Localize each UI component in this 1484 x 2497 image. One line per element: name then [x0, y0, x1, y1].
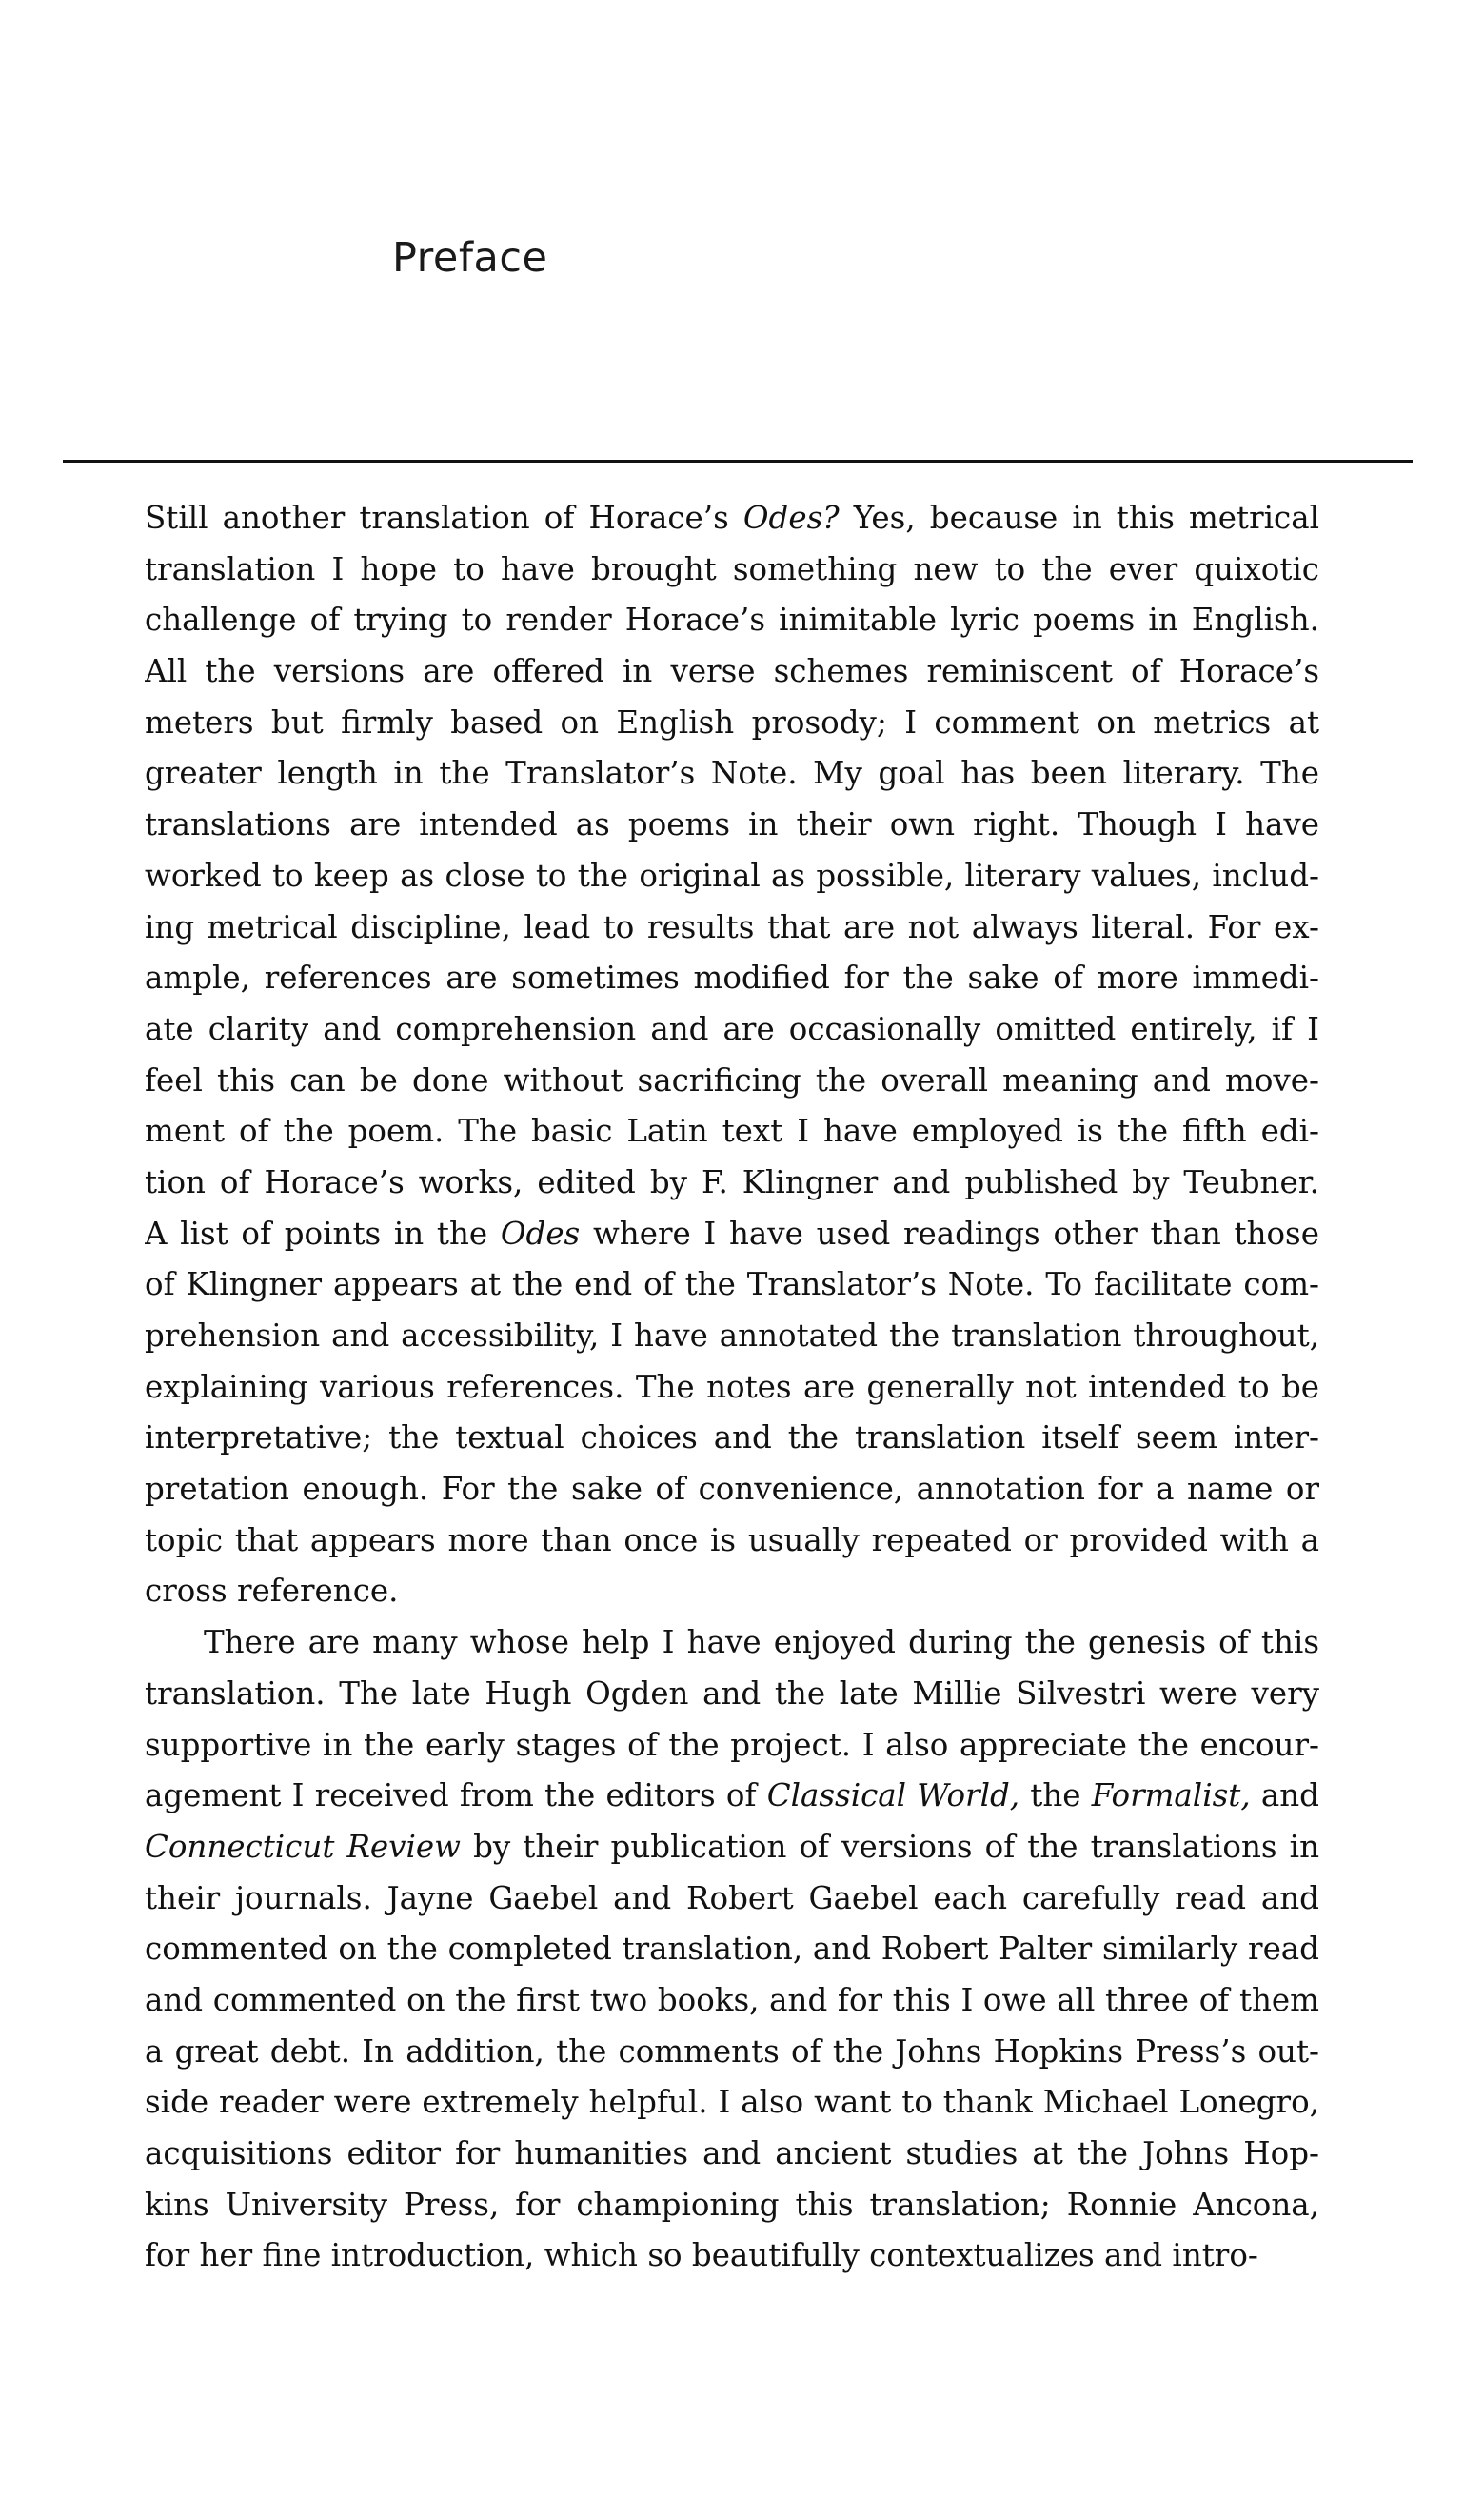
- italic-title: Connecticut Review: [145, 1828, 461, 1865]
- text-line: supportive in the early stages of the project. I also appreciate the encour-: [145, 1726, 1319, 1763]
- text-line: feel this can be done without sacrificing the overall meaning and move-: [145, 1061, 1319, 1099]
- text-line: prehension and accessibility, I have annotated the translation throughout,: [145, 1318, 1319, 1354]
- italic-title: Odes: [500, 1215, 581, 1252]
- text-line: ment of the poem. The basic Latin text I have employed is the fifth edi-: [145, 1113, 1319, 1150]
- chapter-heading: Preface: [392, 234, 548, 282]
- text-line: topic that appears more than once is usually repeated or provided with a: [145, 1521, 1319, 1558]
- text-line: side reader were extremely helpful. I also want to thank Michael Lonegro,: [145, 2084, 1319, 2121]
- text-line: All the versions are offered in verse schemes reminiscent of Horace’s: [145, 653, 1319, 690]
- text-line: ing metrical discipline, lead to results that are not always literal. For ex-: [145, 908, 1319, 945]
- text-line: translations are intended as poems in their own right. Though I have: [145, 806, 1319, 843]
- text-line: Still another translation of Horace’s Odes? Yes, because in this metrical: [145, 500, 1319, 536]
- text-line: acquisitions editor for humanities and ancient studies at the Johns Hop-: [145, 2135, 1319, 2171]
- text-line: a great debt. In addition, the comments of the Johns Hopkins Press’s out-: [145, 2032, 1319, 2070]
- text-line: challenge of trying to render Horace’s inimitable lyric poems in English.: [145, 602, 1319, 639]
- text-line: kins University Press, for championing this translation; Ronnie Ancona,: [145, 2186, 1319, 2223]
- text-line: cross reference.: [145, 1573, 399, 1610]
- text-line: ate clarity and comprehension and are occasionally omitted entirely, if I: [145, 1010, 1319, 1047]
- preface-body: [145, 493, 1319, 2282]
- text-line: There are many whose help I have enjoyed during the genesis of this: [204, 1624, 1319, 1661]
- heading-rule: [63, 460, 1413, 463]
- text-line: their journals. Jayne Gaebel and Robert Gaebel each carefully read and: [145, 1879, 1319, 1916]
- italic-title: Formalist,: [1091, 1777, 1251, 1814]
- italic-title: Classical World,: [766, 1777, 1020, 1814]
- text-line: tion of Horace’s works, edited by F. Klingner and published by Teubner.: [145, 1163, 1319, 1200]
- text-line: agement I received from the editors of Classical World, the Formalist, and: [145, 1777, 1319, 1814]
- text-line: Connecticut Review by their publication of versions of the translations in: [145, 1828, 1319, 1865]
- text-line: meters but firmly based on English prosody; I comment on metrics at: [145, 704, 1319, 741]
- italic-title: Odes?: [742, 500, 840, 536]
- text-line: ample, references are sometimes modified for the sake of more immedi-: [145, 960, 1319, 997]
- text-line: interpretative; the textual choices and the translation itself seem inter-: [145, 1419, 1319, 1457]
- text-line: A list of points in the Odes where I have used readings other than those: [145, 1215, 1319, 1252]
- text-line: pretation enough. For the sake of convenience, annotation for a name or: [145, 1471, 1319, 1508]
- text-line: for her fine introduction, which so beautifully contextualizes and intro-: [145, 2237, 1258, 2274]
- paragraph: [145, 1617, 1319, 2282]
- text-line: worked to keep as close to the original as possible, literary values, includ-: [145, 857, 1319, 894]
- text-line: translation I hope to have brought something new to the ever quixotic: [145, 550, 1319, 587]
- text-line: translation. The late Hugh Ogden and the late Millie Silvestri were very: [145, 1675, 1319, 1712]
- paragraph: [145, 493, 1319, 1617]
- text-line: greater length in the Translator’s Note. My goal has been literary. The: [145, 755, 1319, 792]
- text-line: explaining various references. The notes are generally not intended to be: [145, 1368, 1319, 1405]
- text-line: commented on the completed translation, and Robert Palter similarly read: [145, 1931, 1319, 1968]
- text-line: of Klingner appears at the end of the Translator’s Note. To facilitate com-: [145, 1266, 1319, 1303]
- text-line: and commented on the first two books, and for this I owe all three of them: [145, 1981, 1319, 2018]
